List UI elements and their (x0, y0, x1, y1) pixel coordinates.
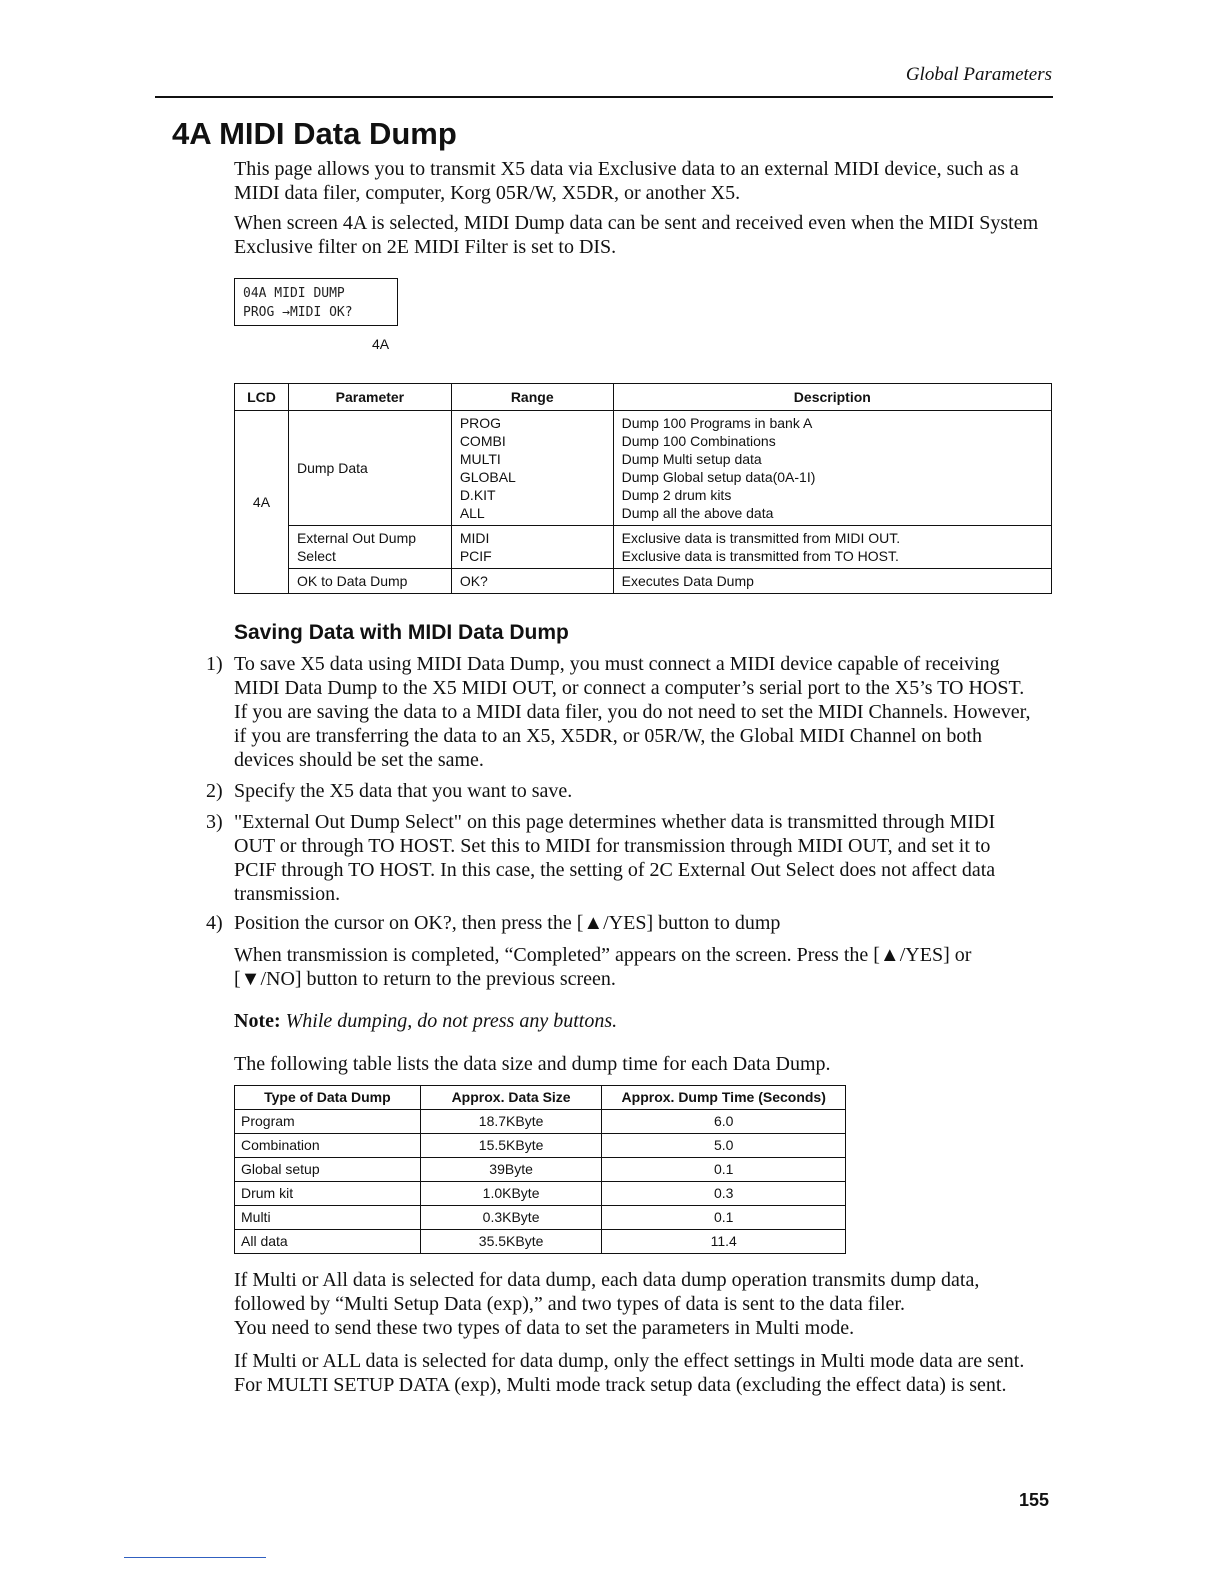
table-row (235, 1230, 846, 1254)
step-line: To save X5 data using MIDI Data Dump, you must connect a MIDI device capable of receiving (234, 653, 1000, 675)
time-cell: 0.3 (602, 1182, 846, 1206)
size-cell: 35.5KByte (420, 1230, 602, 1254)
page-title: 4A MIDI Data Dump (172, 116, 457, 151)
step-line: Specify the X5 data that you want to save. (234, 780, 573, 802)
closing-paragraph (234, 1349, 1054, 1397)
description-cell (613, 526, 1051, 569)
range-value: COMBI (459, 433, 506, 449)
step-text (234, 810, 1054, 906)
step-number: 2) (206, 780, 223, 802)
paragraph-line: If Multi or All data is selected for data dump, each data dump operation transmits dump data, (234, 1269, 980, 1291)
description-line: Dump 100 Programs in bank A (621, 415, 813, 431)
column-header: LCD (235, 384, 289, 411)
parameter-line: Select (296, 548, 336, 564)
description-line: Dump 100 Combinations (621, 433, 776, 449)
paragraph-line: For MULTI SETUP DATA (exp), Multi mode track setup data (excluding the effect data) is sent. (234, 1374, 1007, 1396)
step-line: MIDI Data Dump to the X5 MIDI OUT, or connect a computer’s serial port to the X5’s TO HOST. (234, 677, 1025, 699)
intro-paragraph: This page allows you to transmit X5 data via Exclusive data to an external MIDI device, such as a MIDI data filer, computer, Korg 05R/W, X5DR, or another X5. (234, 158, 1019, 204)
lcd-caption: 4A (372, 336, 390, 352)
description-line: Dump Global setup data(0A-1I) (621, 469, 816, 485)
lcd-cell: 4A (235, 411, 289, 594)
range-value: ALL (459, 505, 485, 521)
column-header: Type of Data Dump (235, 1086, 421, 1110)
size-cell: 39Byte (420, 1158, 602, 1182)
range-value: MULTI (459, 451, 501, 467)
paragraph-line: If Multi or ALL data is selected for data dump, only the effect settings in Multi mode data are sent. (234, 1350, 1025, 1372)
time-cell: 5.0 (602, 1134, 846, 1158)
description-cell: Executes Data Dump (613, 569, 1051, 594)
table-row (235, 1158, 846, 1182)
range-value: D.KIT (459, 487, 496, 503)
description-cell (613, 411, 1051, 526)
data-size-table (234, 1085, 846, 1254)
type-cell: Global setup (235, 1158, 421, 1182)
parameter-cell (288, 526, 451, 569)
size-cell: 1.0KByte (420, 1182, 602, 1206)
page-number: 155 (1019, 1490, 1050, 1510)
type-cell: Combination (235, 1134, 421, 1158)
table-intro: The following table lists the data size and dump time for each Data Dump. (234, 1053, 831, 1075)
type-cell: All data (235, 1230, 421, 1254)
type-cell: Program (235, 1110, 421, 1134)
type-cell: Drum kit (235, 1182, 421, 1206)
range-cell (451, 526, 613, 569)
step-number: 4) (206, 912, 223, 934)
table-row (235, 1182, 846, 1206)
step-line: Position the cursor on OK?, then press the [▲/YES] button to dump (234, 912, 781, 934)
range-cell (451, 411, 613, 526)
footer-rule (124, 1557, 266, 1558)
table-row (235, 1110, 846, 1134)
time-cell: 0.1 (602, 1158, 846, 1182)
header-rule (155, 96, 1053, 98)
range-value: PCIF (459, 548, 492, 564)
step-text (234, 911, 1054, 935)
table-header-row (235, 384, 1052, 411)
description-line: Dump 2 drum kits (621, 487, 732, 503)
step-number: 3) (206, 811, 223, 833)
lcd-display (234, 278, 398, 326)
column-header: Range (451, 384, 613, 411)
table-row (235, 1134, 846, 1158)
description-line: Exclusive data is transmitted from TO HOST. (621, 548, 899, 564)
time-cell: 6.0 (602, 1110, 846, 1134)
lcd-line: 04A MIDI DUMP (243, 286, 345, 301)
size-cell: 0.3KByte (420, 1206, 602, 1230)
table-header-row (235, 1086, 846, 1110)
time-cell: 0.1 (602, 1206, 846, 1230)
running-header: Global Parameters (905, 64, 1052, 85)
completed-paragraph (234, 943, 1054, 991)
note-label: Note: (234, 1010, 281, 1032)
column-header: Approx. Data Size (420, 1086, 602, 1110)
type-cell: Multi (235, 1206, 421, 1230)
parameter-line: External Out Dump (296, 530, 417, 546)
range-value: MIDI (459, 530, 490, 546)
size-cell: 18.7KByte (420, 1110, 602, 1134)
range-value: PROG (459, 415, 502, 431)
step-text (234, 652, 1054, 772)
step-number: 1) (206, 653, 223, 675)
paragraph-line: You need to send these two types of data to set the parameters in Multi mode. (234, 1317, 855, 1339)
column-header: Approx. Dump Time (Seconds) (602, 1086, 846, 1110)
parameter-table (234, 383, 1052, 594)
step-line: PCIF through TO HOST. In this case, the setting of 2C External Out Select does not affect data (234, 859, 996, 881)
table-row (235, 569, 1052, 594)
closing-paragraph (234, 1268, 1054, 1340)
step-line: devices should be set the same. (234, 749, 484, 771)
description-line: Exclusive data is transmitted from MIDI OUT. (621, 530, 901, 546)
parameter-cell: Dump Data (288, 411, 451, 526)
lcd-line: PROG →MIDI OK? (243, 305, 353, 320)
column-header: Description (613, 384, 1051, 411)
column-header: Parameter (288, 384, 451, 411)
size-cell: 15.5KByte (420, 1134, 602, 1158)
description-line: Dump Multi setup data (621, 451, 762, 467)
step-line: transmission. (234, 883, 341, 905)
range-value: GLOBAL (459, 469, 516, 485)
paragraph-line: followed by “Multi Setup Data (exp),” and two types of data is sent to the data filer. (234, 1293, 905, 1315)
table-row (235, 1206, 846, 1230)
intro-paragraph: When screen 4A is selected, MIDI Dump data can be sent and received even when the MIDI System Exclusive filter on 2E MIDI Filter is set to DIS. (234, 212, 1039, 258)
step-line: "External Out Dump Select" on this page determines whether data is transmitted through MIDI (234, 811, 996, 833)
table-row (235, 411, 1052, 526)
paragraph-line: When transmission is completed, “Completed” appears on the screen. Press the [▲/YES] or (234, 944, 972, 966)
note (234, 1009, 1054, 1033)
note-text: While dumping, do not press any buttons. (285, 1010, 618, 1032)
paragraph-line: [▼/NO] button to return to the previous screen. (234, 968, 616, 990)
range-cell: OK? (451, 569, 613, 594)
section-heading: Saving Data with MIDI Data Dump (234, 621, 569, 644)
time-cell: 11.4 (602, 1230, 846, 1254)
step-line: if you are transferring the data to an X5, X5DR, or 05R/W, the Global MIDI Channel on both (234, 725, 982, 747)
step-text (234, 779, 1054, 803)
description-line: Dump all the above data (621, 505, 774, 521)
parameter-cell: OK to Data Dump (288, 569, 451, 594)
table-row (235, 526, 1052, 569)
step-line: OUT or through TO HOST. Set this to MIDI for transmission through MIDI OUT, and set it to (234, 835, 991, 857)
step-line: If you are saving the data to a MIDI data filer, you do not need to set the MIDI Channels. However, (234, 701, 1031, 723)
